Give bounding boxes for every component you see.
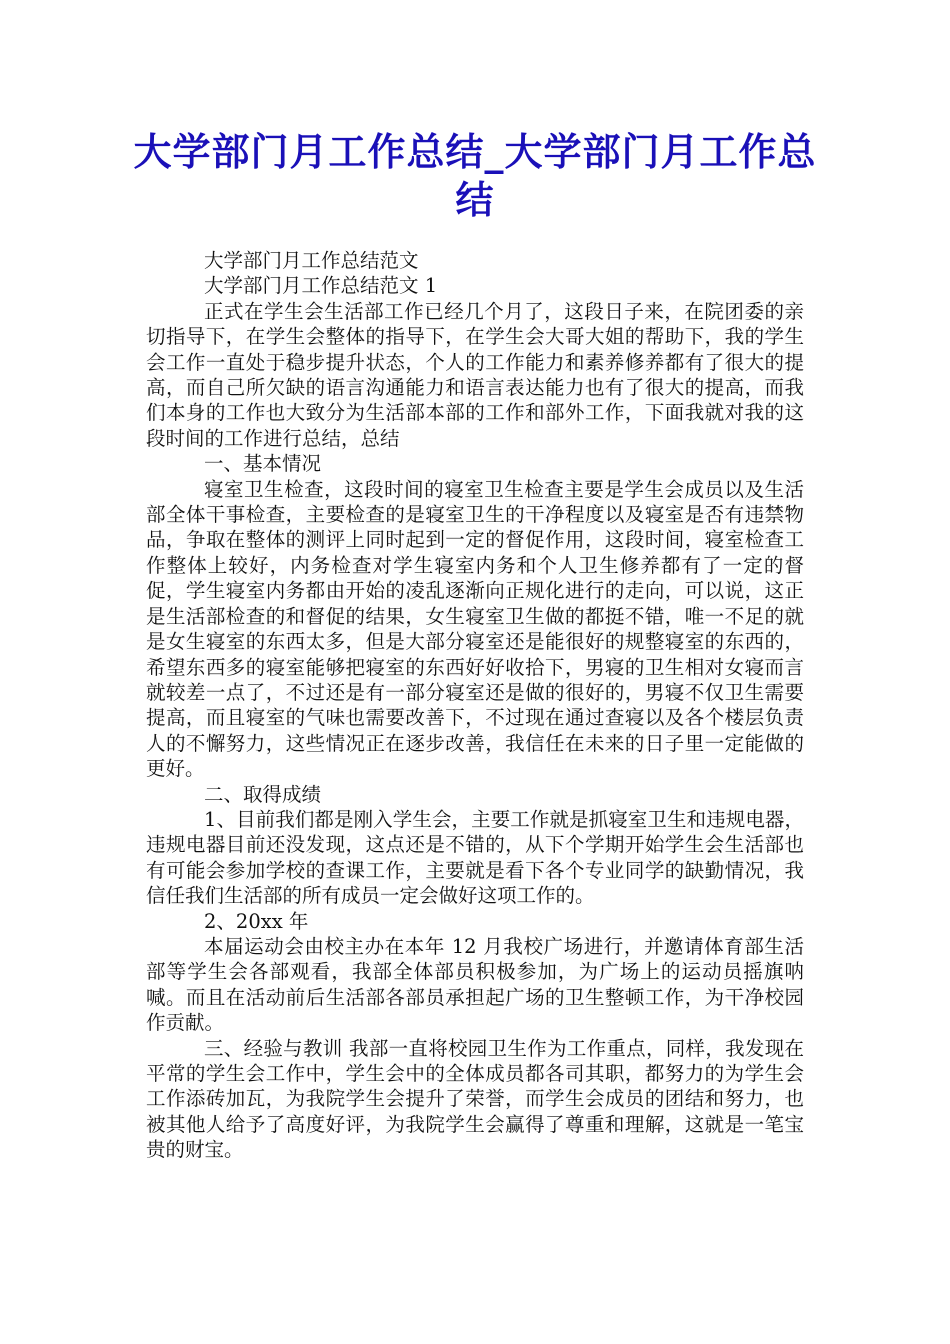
paragraph-subtitle-1: 大学部门月工作总结范文 1 (204, 274, 438, 298)
section-heading-results: 二、取得成绩 (204, 782, 322, 806)
paragraph-result-1: 1、目前我们都是刚入学生会，主要工作就是抓寝室卫生和违规电器，违规电器目前还没发现，这点还是不错的，从下个学期开始学生会生活部也有可能会参加学校的查课工作，主要就是看下各个专业同学的缺勤情况，我信任我们生活部的所有成员一定会做好这项工作的。 (146, 807, 804, 908)
paragraph-dorm-check: 寝室卫生检查，这段时间的寝室卫生检查主要是学生会成员以及生活部全体干事检查，主要检查的是寝室卫生的干净程度以及寝室是否有违禁物品，争取在整体的测评上同时起到一定的督促作用，这段时间，寝室检查工作整体上较好，内务检查对学生寝室内务和个人卫生修养都有了一定的督促，学生寝室内务都由开始的凌乱逐渐向正规化进行的走向，可以说，这正是生活部检查的和督促的结果，女生寝室卫生做的都挺不错，唯一不足的就是女生寝室的东西太多，但是大部分寝室还是能很好的规整寝室的东西的，希望东西多的寝室能够把寝室的东西好好收拾下，男寝的卫生相对女寝而言就较差一点了，不过还是有一部分寝室还是做的很好的，男寝不仅卫生需要提高，而且寝室的气味也需要改善下，不过现在通过查寝以及各个楼层负责人的不懈努力，这些情况正在逐步改善，我信任在未来的日子里一定能做的更好。 (146, 477, 804, 781)
document-body (146, 248, 804, 1163)
paragraph-intro: 正式在学生会生活部工作已经几个月了，这段日子来，在院团委的亲切指导下，在学生会整体的指导下，在学生会大哥大姐的帮助下，我的学生会工作一直处于稳步提升状态，个人的工作能力和素养修养都有了很大的提高，而自己所欠缺的语言沟通能力和语言表达能力也有了很大的提高，而我们本身的工作也大致分为生活部本部的工作和部外工作，下面我就对我的这段时间的工作进行总结，总结 (146, 299, 804, 450)
paragraph-subtitle: 大学部门月工作总结范文 (204, 249, 419, 272)
paragraph-experience: 三、经验与教训 我部一直将校园卫生作为工作重点，同样，我发现在平常的学生会工作中，学生会中的全体成员都各司其职，都努力的为学生会工作添砖加瓦，为我院学生会提升了荣誉，而学生会成员的团结和努力，也被其他人给予了高度好评，为我院学生会赢得了尊重和理解，这就是一笔宝贵的财宝。 (146, 1036, 804, 1162)
subheading-year: 2、20xx 年 (204, 909, 309, 933)
document-title: 大学部门月工作总结_大学部门月工作总结 (133, 129, 817, 222)
section-heading-basic: 一、基本情况 (204, 452, 322, 476)
paragraph-sports-meet: 本届运动会由校主办在本年 12 月我校广场进行，并邀请体育部生活部等学生会各部观看，我部全体部员积极参加，为广场上的运动员摇旗呐喊。而且在活动前后生活部各部员承担起广场的卫生整顿工作，为干净校园作贡献。 (146, 934, 804, 1035)
